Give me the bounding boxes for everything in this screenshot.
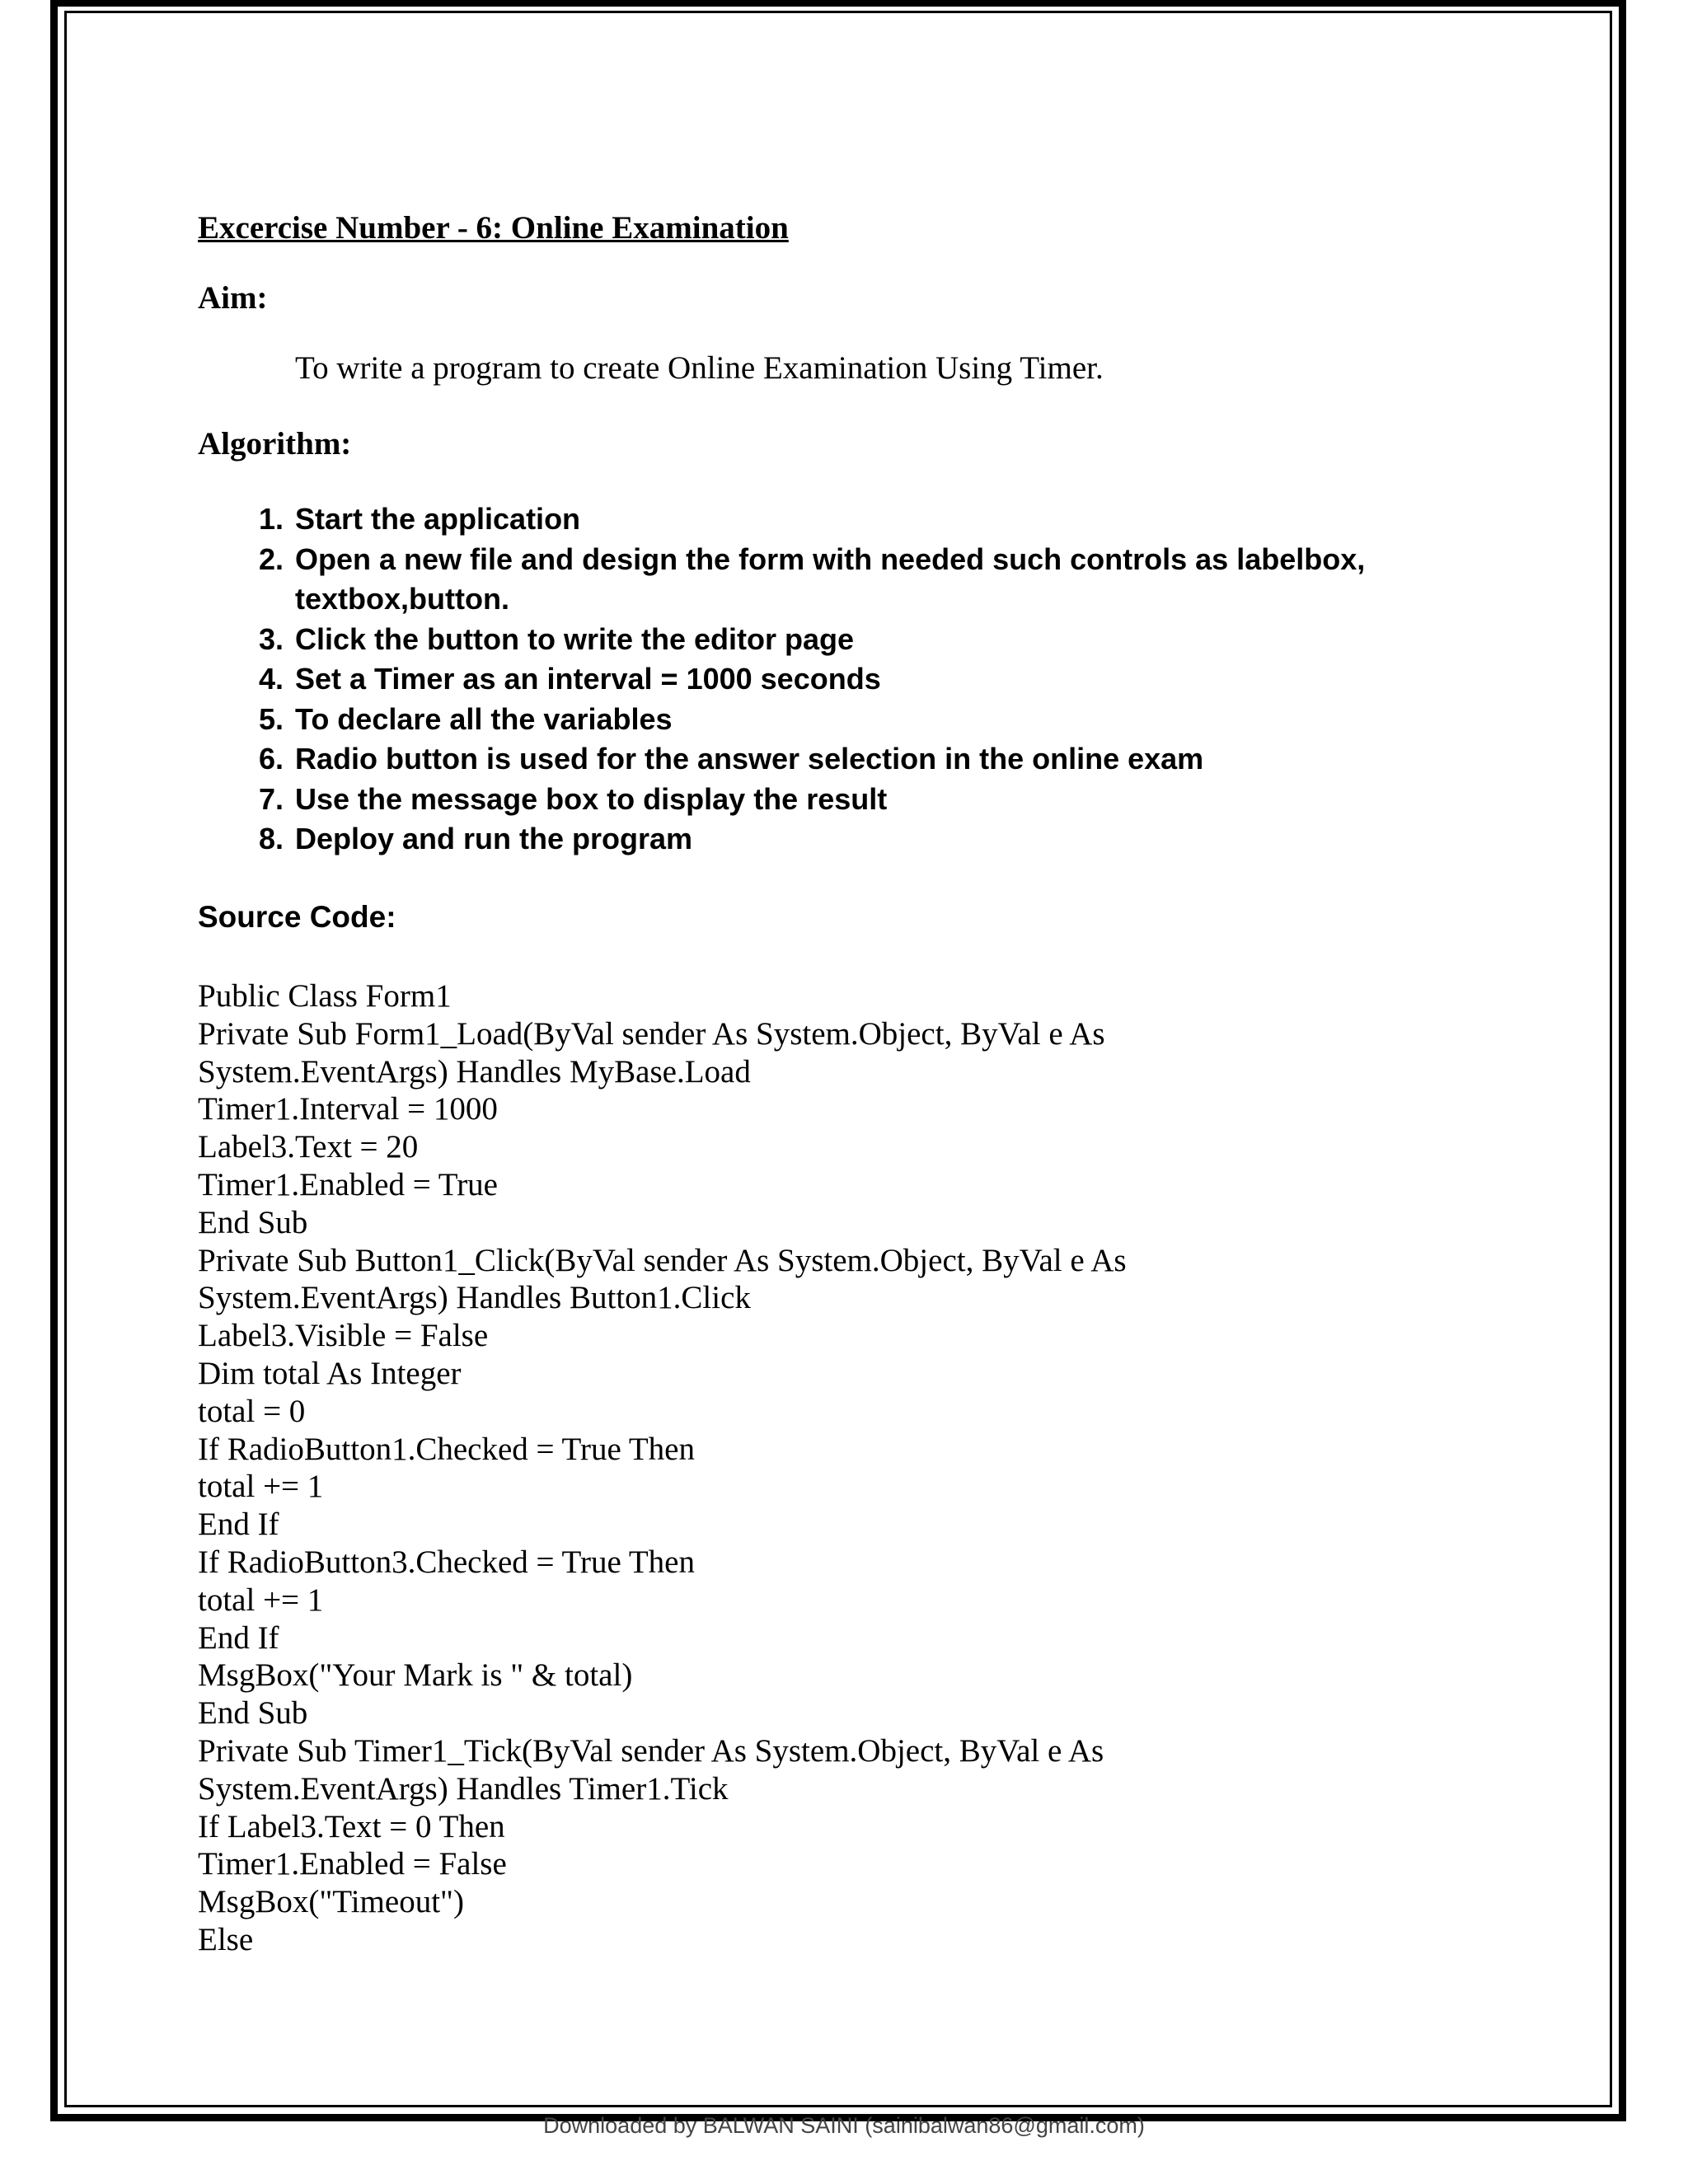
step-number: 1. [258,502,284,536]
code-line: System.EventArgs) Handles MyBase.Load [198,1053,751,1090]
algorithm-steps [198,499,1434,860]
algorithm-step [198,739,1434,780]
code-line: total = 0 [198,1393,306,1429]
code-line: MsgBox("Your Mark is " & total) [198,1657,633,1694]
code-line: Timer1.Enabled = False [198,1846,507,1882]
code-line: Label3.Text = 20 [198,1129,419,1165]
code-line: System.EventArgs) Handles Button1.Click [198,1280,751,1316]
step-text: Click the button to write the editor page [295,621,855,656]
code-line: Label3.Visible = False [198,1318,489,1354]
step-text: Radio button is used for the answer selection in the online exam [295,742,1204,776]
page-title: Excercise Number - 6: Online Examination [198,210,789,246]
code-line: End Sub [198,1204,308,1240]
code-line: Dim total As Integer [198,1355,462,1391]
code-line: If RadioButton3.Checked = True Then [198,1544,695,1580]
step-number: 7. [258,781,284,816]
algorithm-step [198,620,1434,660]
source-code-block [198,977,1127,1959]
code-line: Private Sub Button1_Click(ByVal sender As System.Object, ByVal e As [198,1242,1127,1278]
algorithm-step [198,819,1434,860]
step-text: Deploy and run the program [295,822,693,855]
algorithm-step [198,499,1434,540]
step-number: 3. [258,621,284,656]
algorithm-step [198,659,1434,700]
algorithm-heading: Algorithm: [198,426,352,462]
step-text: Use the message box to display the result [295,781,888,816]
step-number: 2. [258,541,284,576]
step-text: Open a new file and design the form with needed such controls as labelbox, textbox,button. [295,541,1366,616]
step-text: Set a Timer as an interval = 1000 seconds [295,662,881,696]
code-line: End If [198,1507,279,1543]
code-line: End Sub [198,1695,308,1732]
code-line: Public Class Form1 [198,978,452,1014]
step-text: Start the application [295,502,581,536]
code-line: Else [198,1921,254,1957]
step-number: 4. [258,662,284,696]
code-line: total += 1 [198,1582,324,1618]
source-code-heading: Source Code: [198,900,396,934]
algorithm-step [198,540,1434,620]
step-number: 5. [258,701,284,736]
code-line: total += 1 [198,1469,324,1505]
code-line: End If [198,1619,279,1656]
step-number: 8. [258,822,284,855]
code-line: If Label3.Text = 0 Then [198,1808,505,1844]
aim-heading: Aim: [198,280,268,316]
code-line: MsgBox("Timeout") [198,1884,464,1920]
code-line: Private Sub Timer1_Tick(ByVal sender As System.Object, ByVal e As [198,1732,1104,1769]
step-number: 6. [258,742,284,776]
step-text: To declare all the variables [295,701,673,736]
code-line: System.EventArgs) Handles Timer1.Tick [198,1770,729,1807]
download-footer: Downloaded by BALWAN SAINI (sainibalwan86@gmail.com) [543,2113,1145,2138]
aim-text: To write a program to create Online Examination Using Timer. [295,350,1104,386]
algorithm-step [198,700,1434,740]
code-line: Timer1.Enabled = True [198,1166,498,1202]
code-line: Private Sub Form1_Load(ByVal sender As System.Object, ByVal e As [198,1015,1105,1052]
code-line: Timer1.Interval = 1000 [198,1091,498,1127]
algorithm-step [198,780,1434,820]
code-line: If RadioButton1.Checked = True Then [198,1431,695,1467]
